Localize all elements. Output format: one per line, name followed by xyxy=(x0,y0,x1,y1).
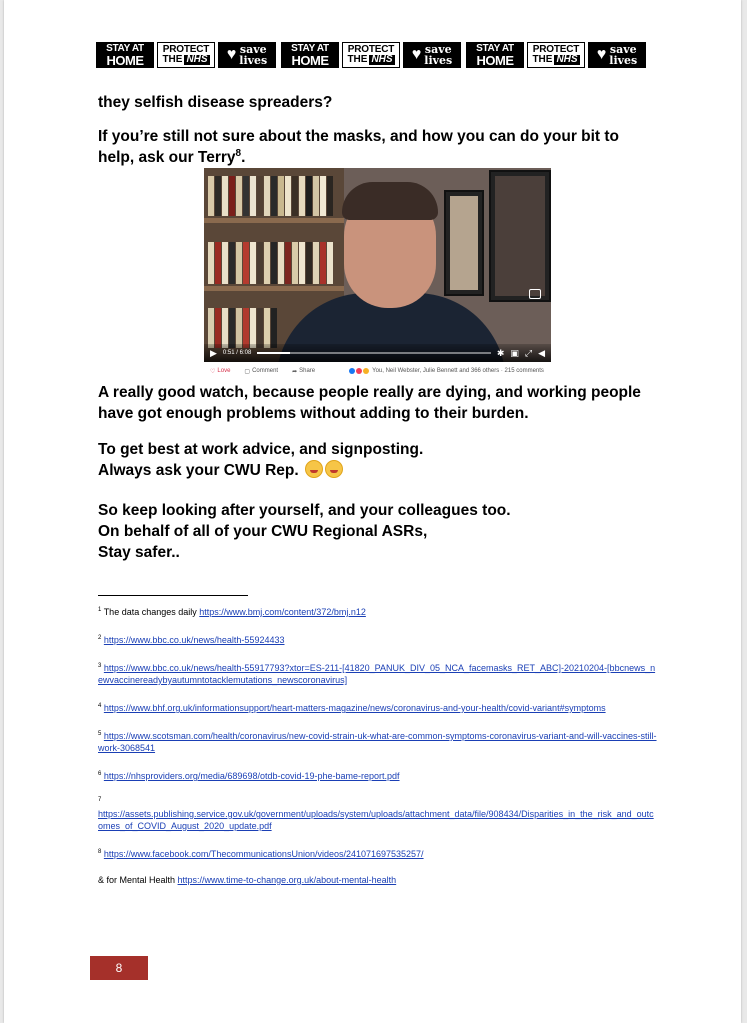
video-embed[interactable] xyxy=(204,168,551,362)
paragraph-1: they selfish disease spreaders? xyxy=(98,94,333,111)
volume-icon[interactable]: ◀ xyxy=(538,347,545,358)
save-lives-badge: ♥ save lives xyxy=(588,42,646,68)
mental-health-note: & for Mental Health https://www.time-to-change.org.uk/about-mental-health xyxy=(98,875,397,885)
facebook-action-bar xyxy=(210,366,550,376)
video-progress-bar[interactable] xyxy=(257,352,491,354)
fullscreen-icon[interactable]: ⤢ xyxy=(524,347,533,358)
stay-at-home-badge: STAY AT HOME xyxy=(466,42,524,68)
stay-home-banner xyxy=(96,42,646,68)
footnote-link[interactable]: https://www.bbc.co.uk/news/health-55917793?xtor=ES-211-[41820_PANUK_DIV_05_NCA_facemasks_RET_ABC]-20210204-[bbcnews_newvaccinereadybyautumntotacklemutations_newscoronavirus] xyxy=(98,663,656,685)
footnote-link[interactable]: https://www.bmj.com/content/372/bmj.n12 xyxy=(199,607,366,617)
banner-group xyxy=(281,42,461,68)
video-time: 0:51 / 6:08 xyxy=(222,350,252,356)
footnote-separator xyxy=(98,595,248,596)
picture-frame xyxy=(444,190,484,296)
care-reaction-icon xyxy=(363,368,369,374)
footnote: $^1$ The data changes daily https://www.bmj.com/content/372/bmj.n12 xyxy=(98,607,366,617)
heart-icon: ♥ xyxy=(226,46,237,63)
save-lives-badge: ♥ save lives xyxy=(403,42,461,68)
nhs-logo: NHS xyxy=(371,54,393,65)
footnote-link[interactable]: https://www.facebook.com/ThecommunicationsUnion/videos/241071697535257/ xyxy=(103,849,424,859)
settings-icon[interactable]: ✱ xyxy=(496,347,505,358)
grimace-emoji-icon xyxy=(325,460,343,478)
save-lives-badge: ♥ save lives xyxy=(218,42,276,68)
heart-icon: ♥ xyxy=(411,46,422,63)
nhs-logo: NHS xyxy=(556,54,578,65)
heart-icon: ♡ xyxy=(210,368,216,375)
comment-icon: ▢ xyxy=(244,368,251,375)
footnote: $^2$ https://www.bbc.co.uk/news/health-55924433 xyxy=(98,635,285,645)
reaction-summary[interactable]: You, Neil Webster, Julie Bennett and 366 others · 215 comments xyxy=(349,368,544,374)
picture-frame xyxy=(489,170,551,302)
footnote-link[interactable]: https://www.bhf.org.uk/informationsupport/heart-matters-magazine/news/coronavirus-and-your-health/covid-variant#symptoms xyxy=(103,703,606,713)
paragraph-5: So keep looking after yourself, and your colleagues too. On behalf of all of your CWU Regional ASRs, Stay safer.. xyxy=(98,502,511,561)
share-icon: ➦ xyxy=(292,368,298,375)
share-button[interactable]: ➦ Share xyxy=(292,368,316,375)
play-icon[interactable]: ▶ xyxy=(210,347,217,358)
footnote-link[interactable]: https://nhsproviders.org/media/689698/otdb-covid-19-phe-bame-report.pdf xyxy=(103,771,400,781)
footnote: $^7$ https://assets.publishing.service.gov.uk/government/uploads/system/uploads/attachment_data/file/908434/Disparities_in_the_risk_and_outcomes_of_COVID_August_2020_update.pdf xyxy=(98,797,654,831)
banner-group xyxy=(466,42,646,68)
footnote: $^4$ https://www.bhf.org.uk/informationsupport/heart-matters-magazine/news/coronavirus-and-your-health/covid-variant#symptoms xyxy=(98,703,606,713)
footnote-link[interactable]: https://www.scotsman.com/health/coronavirus/new-covid-strain-uk-what-are-common-symptoms-coronavirus-variant-and-will-vaccines-still-work-3068541 xyxy=(98,731,657,753)
cast-icon[interactable] xyxy=(529,289,541,299)
heart-icon: ♥ xyxy=(596,46,607,63)
protect-nhs-badge: PROTECT THE NHS xyxy=(527,42,585,68)
paragraph-3: A really good watch, because people really are dying, and working people have got enough problems without adding to their burden. xyxy=(98,384,641,422)
protect-nhs-badge: PROTECT THE NHS xyxy=(157,42,215,68)
footnote-link[interactable]: https://www.bbc.co.uk/news/health-55924433 xyxy=(103,635,285,645)
document-page xyxy=(4,0,741,1023)
paragraph-2: If you’re still not sure about the masks, and how you can do your bit to help, ask our Terry$^8$. xyxy=(98,128,620,166)
comment-button[interactable]: ▢ Comment xyxy=(244,368,279,375)
love-reaction-icon xyxy=(356,368,362,374)
protect-nhs-badge: PROTECT THE NHS xyxy=(342,42,400,68)
video-controls xyxy=(204,344,551,362)
footnote: $^8$ https://www.facebook.com/ThecommunicationsUnion/videos/241071697535257/ xyxy=(98,849,424,859)
footnote: $^6$ https://nhsproviders.org/media/689698/otdb-covid-19-phe-bame-report.pdf xyxy=(98,771,400,781)
footnote-link[interactable]: https://assets.publishing.service.gov.uk/government/uploads/system/uploads/attachment_data/file/908434/Disparities_in_the_risk_and_outcomes_of_COVID_August_2020_update.pdf xyxy=(98,809,654,831)
nhs-logo: NHS xyxy=(186,54,208,65)
mental-health-link[interactable]: https://www.time-to-change.org.uk/about-mental-health xyxy=(177,875,397,885)
banner-group xyxy=(96,42,276,68)
like-reaction-icon xyxy=(349,368,355,374)
page-number: 8 xyxy=(90,956,148,980)
paragraph-4: To get best at work advice, and signposting. Always ask your CWU Rep. xyxy=(98,441,424,479)
person-hair xyxy=(342,182,438,220)
mini-player-icon[interactable]: ▣ xyxy=(510,347,519,358)
love-button[interactable]: ♡ Love xyxy=(210,368,231,375)
footnote: $^5$ https://www.scotsman.com/health/coronavirus/new-covid-strain-uk-what-are-common-symptoms-coronavirus-variant-and-will-vaccines-still-work-3068541 xyxy=(98,731,657,753)
video-progress-fill xyxy=(257,352,290,354)
footnote-ref[interactable]: 8 xyxy=(235,147,242,159)
footnotes xyxy=(98,600,658,886)
stay-at-home-badge: STAY AT HOME xyxy=(96,42,154,68)
stay-at-home-badge: STAY AT HOME xyxy=(281,42,339,68)
grimace-emoji-icon xyxy=(305,460,323,478)
footnote: $^3$ https://www.bbc.co.uk/news/health-55917793?xtor=ES-211-[41820_PANUK_DIV_05_NCA_facemasks_RET_ABC]-20210204-[bbcnews_newvaccinereadybyautumntotacklemutations_newscoronavirus] xyxy=(98,663,656,685)
